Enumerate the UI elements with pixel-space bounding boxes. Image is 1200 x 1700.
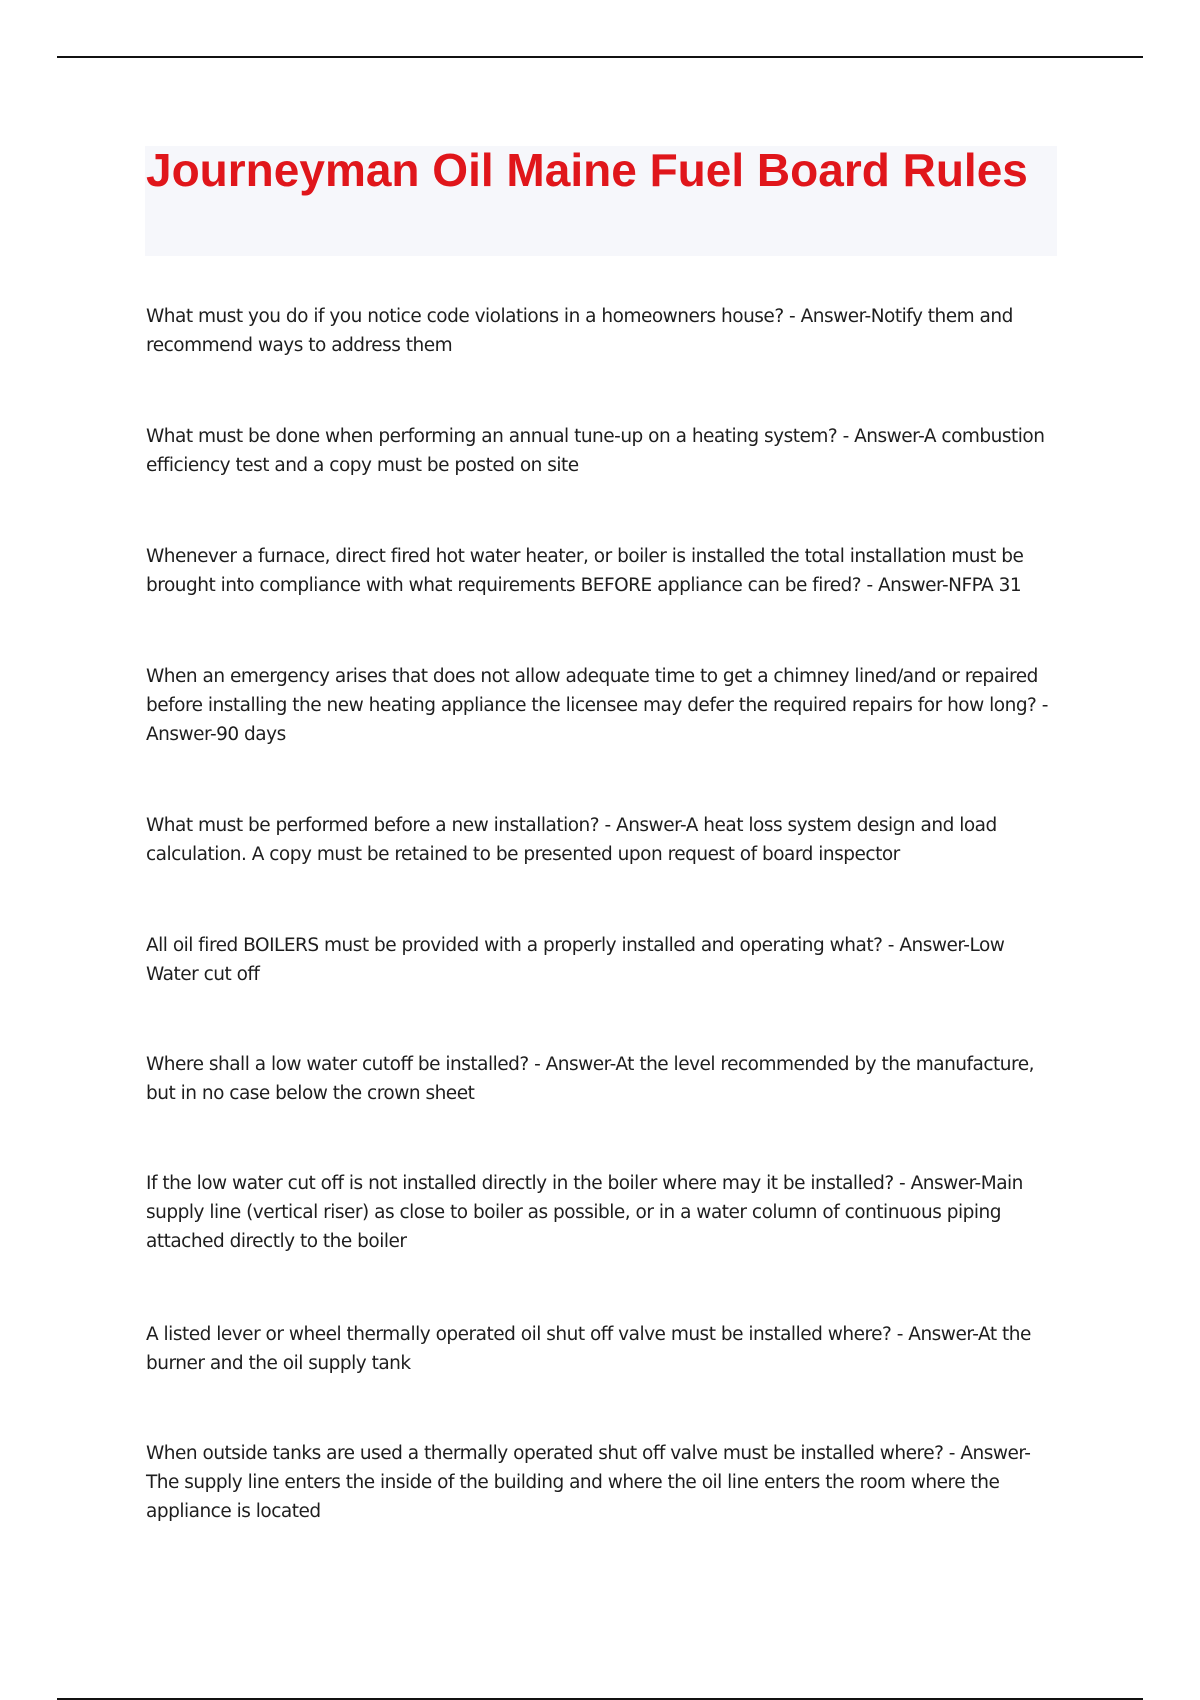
qa-item-2: What must be done when performing an annual tune-up on a heating system? - Answer-A combustion efficiency test and a copy must be posted on site [146,426,1045,476]
document-title: Journeyman Oil Maine Fuel Board Rules [146,144,1028,196]
qa-item-7: Where shall a low water cutoff be installed? - Answer-At the level recommended by the manufacture, but in no case below the crown sheet [146,1054,1034,1104]
qa-item-6: All oil fired BOILERS must be provided with a properly installed and operating what? - Answer-Low Water cut off [146,935,1005,985]
qa-item-3: Whenever a furnace, direct fired hot water heater, or boiler is installed the total installation must be brought into compliance with what requirements BEFORE appliance can be fired? - Answer-NFPA 31 [146,546,1024,596]
qa-item-8: If the low water cut off is not installed directly in the boiler where may it be installed? - Answer-Main supply line (vertical riser) as close to boiler as possible, or in a water column of continuous piping attached directly to the boiler [146,1173,1023,1252]
qa-item-1: What must you do if you notice code violations in a homeowners house? - Answer-Notify them and recommend ways to address them [146,306,1013,356]
top-divider [57,56,1143,58]
qa-item-4: When an emergency arises that does not allow adequate time to get a chimney lined/and or repaired before installing the new heating appliance the licensee may defer the required repairs for how long? - Answer-90 days [146,666,1048,745]
qa-item-5: What must be performed before a new installation? - Answer-A heat loss system design and load calculation. A copy must be retained to be presented upon request of board inspector [146,815,997,865]
qa-item-10: When outside tanks are used a thermally operated shut off valve must be installed where? - Answer-The supply line enters the inside of the building and where the oil line enters the room where the appliance is located [146,1443,1031,1522]
qa-item-9: A listed lever or wheel thermally operated oil shut off valve must be installed where? - Answer-At the burner and the oil supply tank [146,1324,1031,1374]
